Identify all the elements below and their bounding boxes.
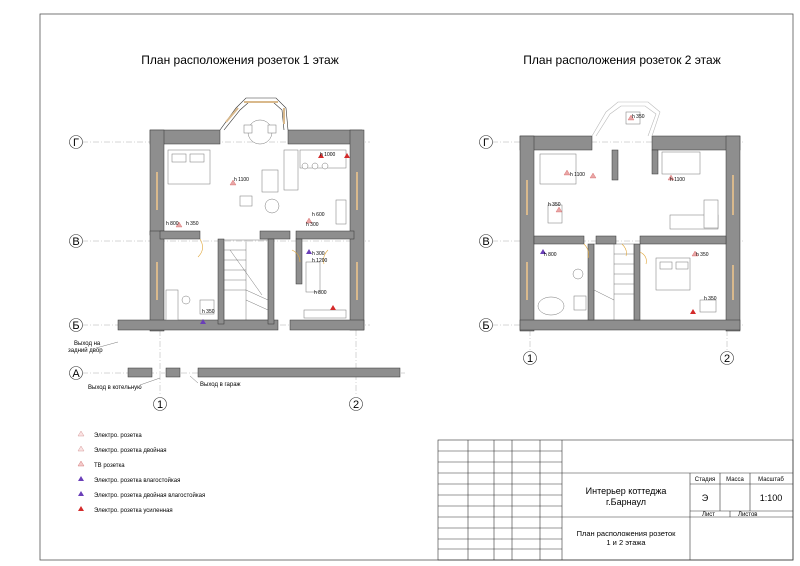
floor2-title: План расположения розеток 2 этаж [523, 53, 721, 67]
exit-yard-note-2: задний двор [68, 348, 103, 354]
scale-value: 1:100 [759, 493, 783, 503]
stage-value: Э [701, 493, 709, 503]
exit-boiler-note: Выход в котельную [88, 385, 142, 391]
mass-header: Масса [726, 477, 744, 483]
axis-label-b: Б [482, 320, 490, 332]
height-label: h 350 [202, 309, 215, 315]
sheet-label: Лист [702, 512, 716, 518]
legend-symbol [78, 446, 84, 451]
exit-yard-note: Выход на [74, 341, 101, 347]
legend-label: Электро. розетка [94, 433, 142, 439]
height-label: h 350 [548, 202, 561, 208]
drawing-name-2: 1 и 2 этажа [606, 538, 646, 547]
axis-label-1: 1 [526, 353, 534, 365]
legend-label: Электро. розетка двойная влагостойкая [94, 493, 206, 499]
height-label: h 350 [186, 221, 199, 227]
legend-symbol [78, 431, 84, 436]
legend-label: Электро. розетка двойная [94, 448, 167, 454]
axis-label-v: В [482, 236, 490, 248]
axis-label-a: А [72, 368, 80, 380]
height-label: h 800 [166, 221, 179, 227]
height-label: h 350 [696, 252, 709, 258]
axis-label-g: Г [73, 137, 79, 149]
legend-symbol [78, 476, 84, 481]
height-label: h 350 [632, 114, 645, 120]
axis-label-b: Б [72, 320, 80, 332]
project-name: Интерьер коттеджа [585, 486, 667, 496]
height-label: h 1100 [670, 177, 685, 183]
exit-garage-note: Выход в гараж [200, 382, 241, 388]
stage-header: Стадия [694, 477, 716, 483]
axis-label-2: 2 [723, 353, 731, 365]
height-label: h 800 [544, 252, 557, 258]
legend-symbol [78, 506, 84, 511]
axis-label-1: 1 [156, 399, 164, 411]
axis-label-g: Г [483, 137, 489, 149]
legend-symbol [78, 461, 84, 466]
project-city: г.Барнаул [605, 497, 647, 507]
height-label: h 300 [312, 251, 325, 257]
legend [78, 431, 205, 514]
legend-label: ТВ розетка [94, 463, 125, 469]
height-label: h 350 [704, 296, 717, 302]
floor1-title: План расположения розеток 1 этаж [141, 53, 339, 67]
height-label: h 600 [312, 212, 325, 218]
axis-label-2: 2 [352, 399, 360, 411]
legend-symbol [78, 491, 84, 496]
floor2-plan [492, 102, 745, 352]
height-label: h 1100 [234, 177, 249, 183]
drawing-name: План расположения розеток [576, 529, 676, 538]
height-label: h 800 [314, 290, 327, 296]
height-label: h 1100 [570, 172, 585, 178]
legend-label: Электро. розетка влагостойкая [94, 478, 181, 484]
axis-label-v: В [72, 236, 80, 248]
legend-label: Электро. розетка усиленная [94, 508, 173, 514]
height-label: h 1200 [312, 258, 328, 264]
scale-header: Масштаб [758, 477, 784, 483]
height-label: h 300 [306, 222, 319, 228]
sheets-label: Листов [738, 512, 758, 518]
height-label: h 1000 [320, 152, 336, 158]
floor1-plan [68, 98, 405, 396]
